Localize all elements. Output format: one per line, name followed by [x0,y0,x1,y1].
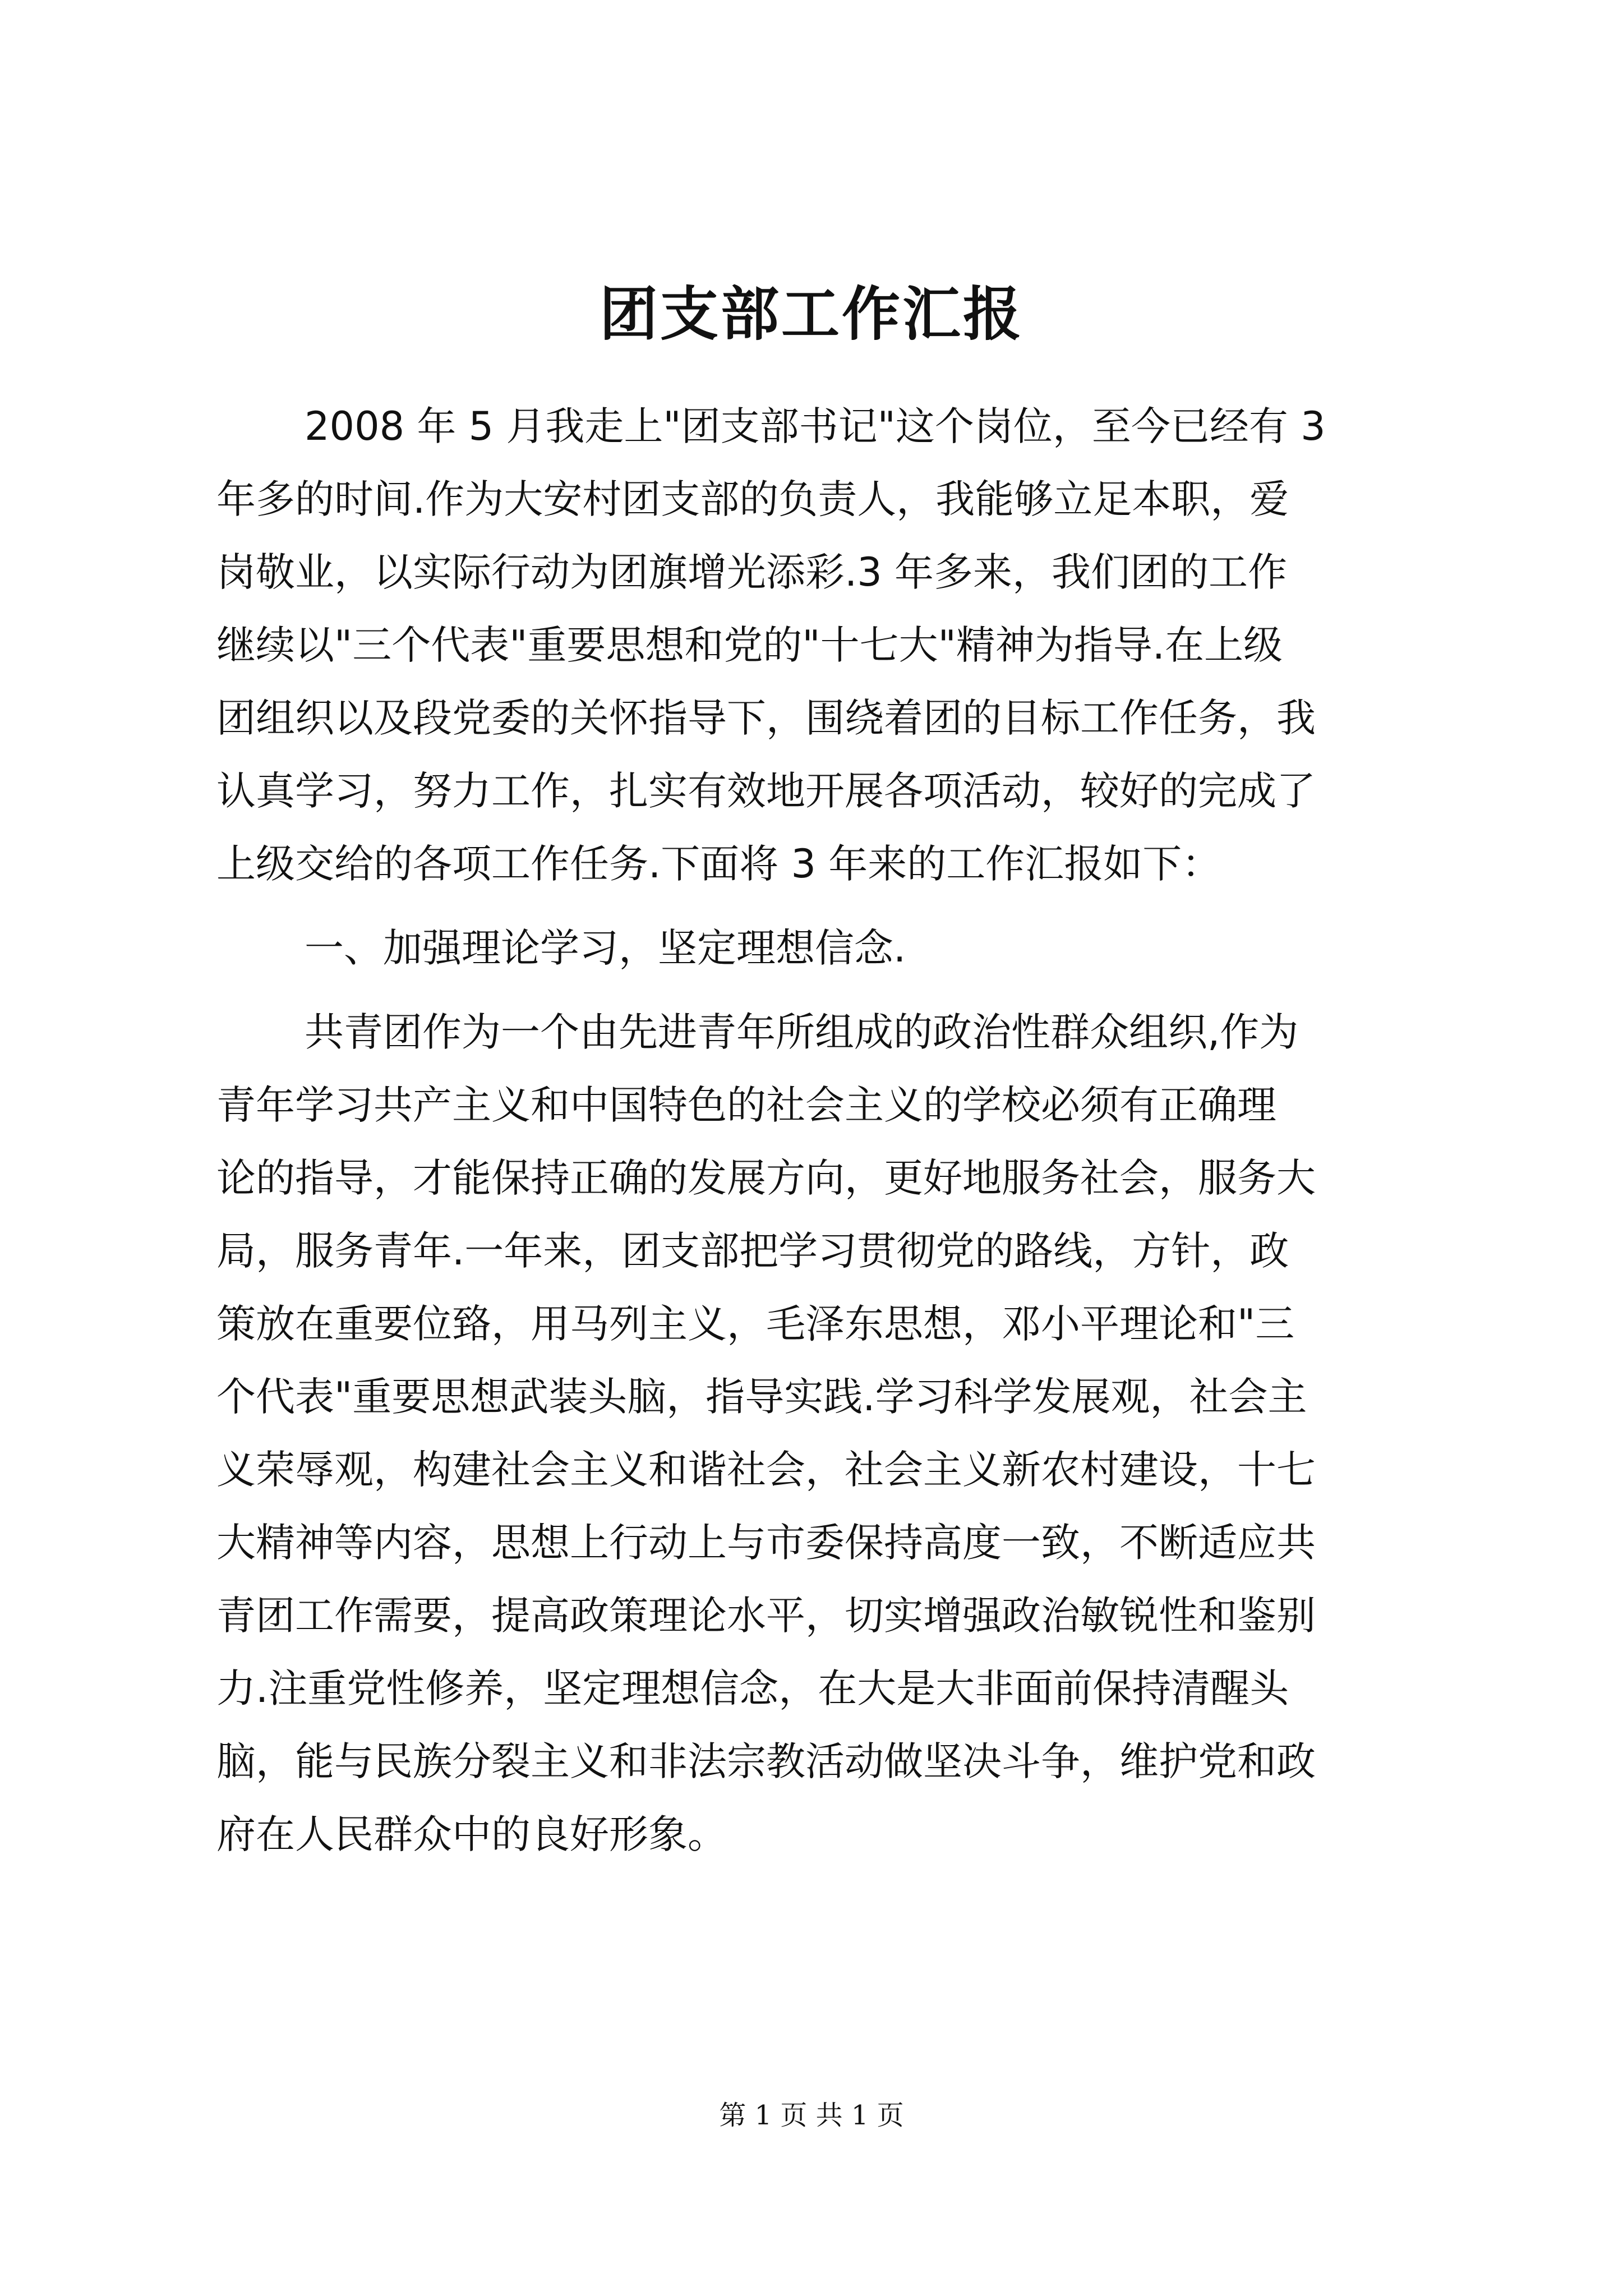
body-line: 大精神等内容，思想上行动上与市委保持高度一致，不断适应共 [216,1520,1316,1566]
body-line: 策放在重要位臵，用马列主义，毛泽东思想，邓小平理论和"三 [216,1301,1295,1347]
body-line: 青团工作需要，提高政策理论水平，切实增强政治敏锐性和鉴别 [216,1593,1316,1639]
body-line: 力.注重党性修养，坚定理想信念，在大是大非面前保持清醒头 [216,1665,1289,1711]
body-line: 继续以"三个代表"重要思想和党的"十七大"精神为指导.在上级 [216,622,1283,668]
body-line: 年多的时间.作为大安村团支部的负责人，我能够立足本职，爱 [216,476,1289,522]
body-line: 脑，能与民族分裂主义和非法宗教活动做坚决斗争，维护党和政 [216,1738,1316,1784]
body-line: 团组织以及段党委的关怀指导下，围绕着团的目标工作任务，我 [216,695,1316,741]
body-line: 认真学习，努力工作，扎实有效地开展各项活动，较好的完成了 [216,768,1316,814]
body-line: 论的指导，才能保持正确的发展方向，更好地服务社会，服务大 [216,1155,1316,1201]
body-line: 义荣辱观，构建社会主义和谐社会，社会主义新农村建设，十七 [216,1447,1316,1493]
body-line: 青年学习共产主义和中国特色的社会主义的学校必须有正确理 [216,1082,1276,1128]
body-line: 个代表"重要思想武装头脑，指导实践.学习科学发展观，社会主 [216,1374,1307,1420]
document-title: 团支部工作汇报 [599,279,1023,348]
body-line: 上级交给的各项工作任务.下面将 3 年来的工作汇报如下： [216,841,1221,887]
body-line: 共青团作为一个由先进青年所组成的政治性群众组织,作为 [305,1009,1299,1055]
page-footer: 第 1 页 共 1 页 [719,2100,904,2131]
section-heading: 一、加强理论学习，坚定理想信念. [305,925,906,971]
body-line: 局，服务青年.一年来，团支部把学习贯彻党的路线，方针，政 [216,1228,1289,1274]
body-line: 2008 年 5 月我走上"团支部书记"这个岗位，至今已经有 3 [305,403,1326,449]
body-line: 岗敬业，以实际行动为团旗增光添彩.3 年多来，我们团的工作 [216,549,1288,595]
body-line: 府在人民群众中的良好形象。 [216,1811,727,1857]
